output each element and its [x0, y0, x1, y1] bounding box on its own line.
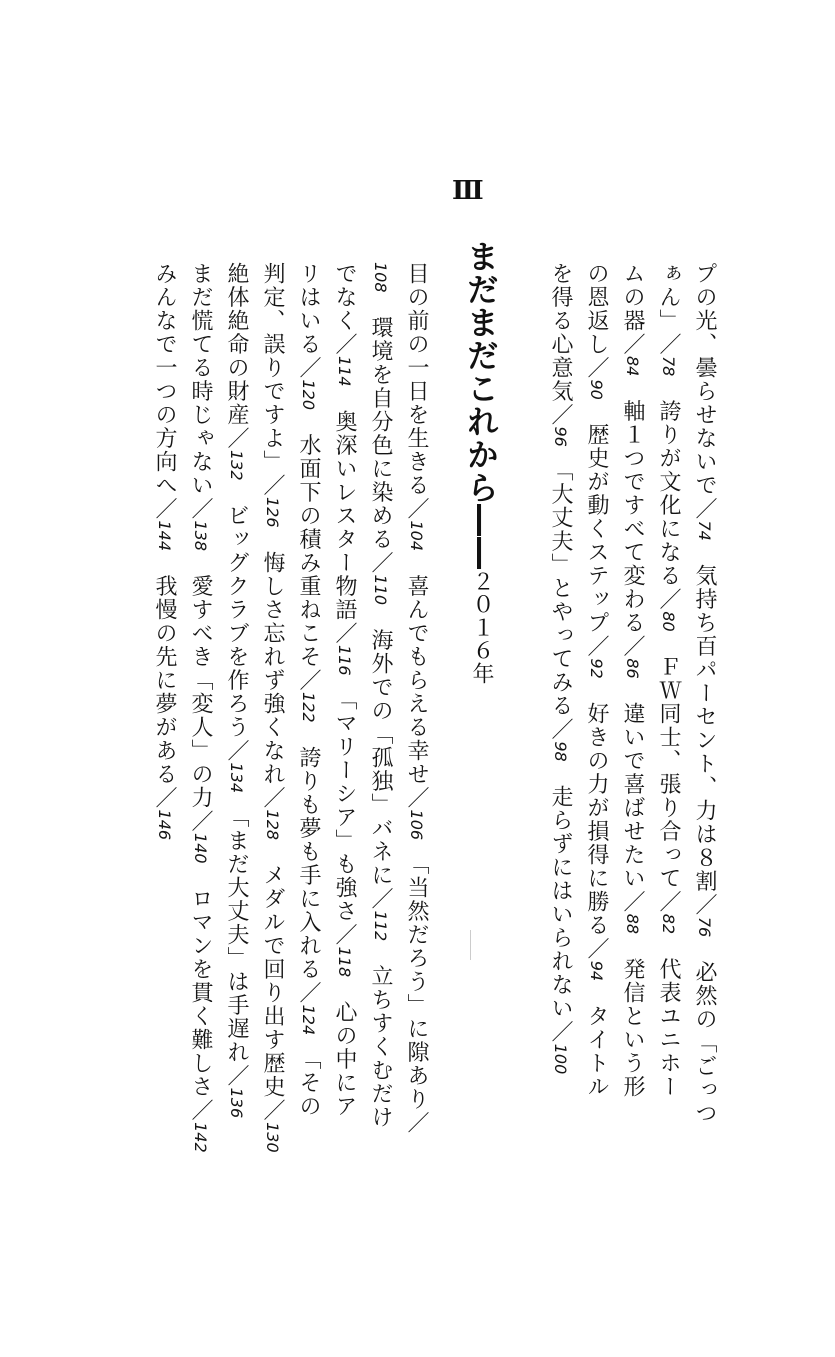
toc-entry-title: プの光、曇らせないで／: [692, 262, 717, 521]
toc-entry-title: 誇りも夢も手に入れる／: [296, 722, 321, 1005]
toc-page-number: 140: [191, 833, 210, 864]
toc-column: [189, 262, 211, 1153]
toc-page-number: 134: [227, 762, 246, 794]
toc-entry-title: メダルで回り出す歴史／: [260, 840, 285, 1123]
section-year: ２０１６年: [469, 570, 494, 685]
toc-entry-title: ムの器／: [620, 262, 645, 356]
toc-column: [369, 262, 391, 1129]
toc-entry-title: 必然の「ごっつ: [692, 937, 717, 1126]
toc-column: [405, 262, 427, 1135]
toc-column: [549, 262, 571, 1074]
part-numeral: Ⅲ: [452, 176, 482, 206]
toc-entry-title: 奥深いレスター物語／: [332, 386, 357, 646]
toc-page-number: 142: [191, 1122, 210, 1153]
toc-entry-title: 心の中にア: [332, 977, 357, 1119]
toc-page-number: 80: [659, 611, 678, 632]
toc-entry-title: リはいる／: [296, 262, 321, 380]
toc-page-number: 120: [299, 379, 318, 411]
toc-entry-title: 違いで喜ばせたい／: [620, 678, 645, 914]
toc-page-number: 146: [155, 809, 174, 841]
section-title: まだまだこれから: [462, 240, 500, 504]
toc-column: [621, 262, 643, 1099]
toc-entry-title: まだ慌てる時じゃない／: [188, 262, 213, 521]
toc-column: [657, 262, 679, 1099]
toc-page-number: 128: [263, 809, 282, 841]
toc-entry-title: 誇りが文化になる／: [656, 376, 681, 612]
toc-entry-title: 発信という形: [620, 934, 645, 1099]
toc-page-number: 82: [659, 913, 678, 935]
toc-page-number: 74: [695, 520, 714, 541]
toc-page-number: 130: [263, 1122, 282, 1153]
toc-page-number: 106: [407, 809, 426, 841]
toc-entry-title: 喜んでもらえる幸せ／: [404, 551, 429, 810]
toc-entry-title: ロマンを貫く難しさ／: [188, 863, 213, 1123]
toc-column: [153, 262, 175, 840]
toc-column: [261, 262, 283, 1153]
toc-page-number: 116: [335, 645, 354, 676]
toc-entry-title: 軸１つですべて変わる／: [620, 376, 645, 659]
toc-page-number: 78: [659, 356, 678, 377]
toc-page-number: 112: [371, 910, 390, 942]
toc-entry-title: 水面下の積み重ねこそ／: [296, 410, 321, 693]
toc-page-number: 126: [263, 497, 282, 528]
toc-page-number: 92: [587, 658, 606, 679]
toc-column: [585, 262, 607, 1099]
toc-entry-title: 海外での「孤独」バネに／: [368, 605, 393, 911]
toc-column: [333, 262, 355, 1118]
toc-entry-title: 気持ち百パーセント、力は８割／: [692, 540, 717, 917]
toc-entry-title: ＦＷ同士、張り合って／: [656, 631, 681, 914]
fold-mark: [470, 930, 471, 960]
toc-entry-title: 代表ユニホー: [656, 934, 681, 1099]
toc-entry-title: 絶体絶命の財産／: [224, 262, 249, 450]
toc-entry-title: 「マリーシア」も強さ／: [332, 675, 357, 947]
toc-entry-title: みんなで一つの方向へ／: [152, 262, 177, 521]
toc-page-number: 124: [299, 1004, 318, 1036]
toc-entry-title: 愛すべき「変人」の力／: [188, 551, 213, 834]
toc-entry-title: 好きの力が損得に勝る／: [584, 678, 609, 961]
toc-entry-title: を得る心意気／: [548, 262, 573, 427]
toc-entry-title: タイトル: [584, 981, 609, 1099]
toc-page-number: 132: [227, 450, 246, 481]
toc-page-number: 86: [623, 658, 642, 679]
toc-column: [297, 262, 319, 1118]
toc-page-number: 138: [191, 520, 210, 552]
toc-entry-title: でなく／: [332, 262, 357, 356]
toc-page-number: 144: [155, 520, 174, 552]
toc-page-number: 98: [551, 741, 570, 762]
toc-page-number: 90: [587, 379, 606, 400]
toc-entry-title: 環境を自分色に染める／: [368, 292, 393, 575]
toc-entry-title: ビッグクラブを作ろう／: [224, 480, 249, 763]
toc-page-number: 122: [299, 692, 318, 723]
toc-page-number: 104: [407, 520, 426, 552]
toc-page-number: 136: [227, 1087, 246, 1119]
toc-entry-title: 立ちすくむだけ: [368, 941, 393, 1130]
toc-entry-title: 「大丈夫」とやってみる／: [548, 446, 573, 742]
toc-page-number: 108: [371, 262, 390, 293]
toc-entry-title: 我慢の先に夢がある／: [152, 551, 177, 810]
toc-entry-title: 目の前の一日を生きる／: [404, 262, 429, 521]
toc-page-number: 88: [623, 913, 642, 935]
toc-entry-title: 「その: [296, 1035, 321, 1119]
toc-page-number: 76: [695, 916, 714, 938]
toc-column: [225, 262, 247, 1118]
toc-page-number: 114: [335, 356, 354, 387]
toc-entry-title: 悔しさ忘れず強くなれ／: [260, 527, 285, 810]
toc-page-number: 110: [371, 574, 390, 606]
toc-entry-title: の恩返し／: [584, 262, 609, 380]
toc-page-number: 94: [587, 960, 606, 982]
toc-column: [693, 262, 715, 1125]
toc-entry-title: 「まだ大丈夫」は手遅れ／: [224, 793, 249, 1088]
toc-entry-title: ぁん」／: [656, 262, 681, 356]
toc-page-number: 118: [335, 946, 354, 978]
toc-entry-title: 「当然だろう」に隙あり／: [404, 840, 429, 1135]
section-heading: [458, 240, 504, 685]
toc-page-number: 100: [551, 1043, 570, 1075]
toc-page-number: 96: [551, 426, 570, 447]
section-dash: ――: [462, 504, 500, 570]
toc-entry-title: 判定、誤りですよ」／: [260, 262, 285, 497]
toc-entry-title: 走らずにはいられない／: [548, 761, 573, 1044]
toc-entry-title: 歴史が動くステップ／: [584, 399, 609, 659]
toc-page-number: 84: [623, 356, 642, 377]
